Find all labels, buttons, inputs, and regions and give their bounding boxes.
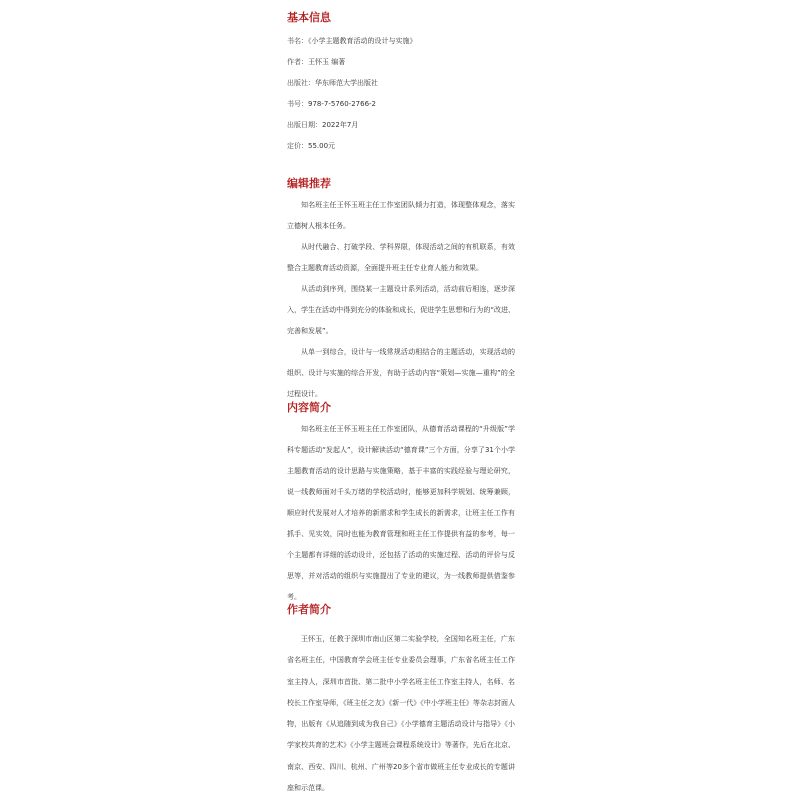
editor-recommendation-section <box>287 177 515 405</box>
content-intro-title: 内容简介 <box>287 401 331 414</box>
info-label: 书名： <box>287 37 308 45</box>
content-intro-paragraph: 知名班主任王怀玉班主任工作室团队，从德育活动课程的“升级版”学科专题活动“发起人”，设计解读活动“德育课”三个方面，分享了31个小学主题教育活动的设计思路与实施策略，基于丰富的实践经验与理论研究，说一线教师面对千头万绪的学校活动时，能够更加科学规划、统筹兼顾，顺应时代发展对人才培养的新需求和学生成长的新需求，让班主任工作有抓手、见实效，同时也能为教育管理和班主任工作提供有益的参考，每一个主题都有详细的活动设计，还包括了活动的实施过程、活动的评价与反思等，并对活动的组织与实施提出了专业的建议，为一线教师提供借鉴参考。 <box>287 425 515 601</box>
info-value: 2022年7月 <box>322 121 359 129</box>
info-label: 定价： <box>287 142 308 150</box>
info-value: 华东师范大学出版社 <box>315 79 378 87</box>
author-intro-title: 作者简介 <box>287 603 331 616</box>
info-label: 出版日期： <box>287 121 322 129</box>
recommendation-paragraph: 从活动到序列，围绕某一主题设计系列活动，活动前后相连，逐步深入，学生在活动中得到充分的体验和成长，促进学生思想和行为的“改进、完善和发展”。 <box>287 285 515 335</box>
editor-recommendation-title: 编辑推荐 <box>287 177 331 190</box>
info-value: 王怀玉 编著 <box>308 58 346 66</box>
content-intro-section <box>287 401 515 608</box>
info-row-publisher <box>287 79 515 88</box>
recommendation-paragraph: 知名班主任王怀玉班主任工作室团队倾力打造，体现整体观念，落实立德树人根本任务。 <box>287 201 515 230</box>
info-row-pub-date <box>287 121 515 130</box>
recommendation-paragraph: 从单一到综合，设计与一线常规活动相结合的主题活动，实现活动的组织、设计与实施的综合开发，有助于活动内容“策划—实施—重构”的全过程设计。 <box>287 348 515 398</box>
author-intro-section <box>287 603 515 799</box>
info-row-isbn <box>287 100 515 109</box>
info-row-author <box>287 58 515 67</box>
basic-info-section <box>287 11 515 151</box>
info-label: 书号： <box>287 100 308 108</box>
recommendation-paragraph: 从时代融合、打破学段、学科界限，体现活动之间的有机联系，有效整合主题教育活动资源，全面提升班主任专业育人能力和效果。 <box>287 243 515 272</box>
info-value: 978-7-5760-2766-2 <box>308 100 377 108</box>
info-value: 《小学主题教育活动的设计与实施》 <box>308 37 417 45</box>
basic-info-title: 基本信息 <box>287 11 331 24</box>
info-row-price <box>287 142 515 151</box>
info-label: 作者： <box>287 58 308 66</box>
info-row-book-name <box>287 37 515 46</box>
info-label: 出版社： <box>287 79 315 87</box>
info-value: 55.00元 <box>308 142 336 150</box>
author-intro-paragraph: 王怀玉，任教于深圳市南山区第二实验学校，全国知名班主任，广东省名班主任，中国教育学会班主任专业委员会理事，广东省名班主任工作室主持人，深圳市首批、第二批中小学名班主任工作室主持人，名师、名校长工作室导师，《班主任之友》《新一代》《中小学班主任》等杂志封面人物，出版有《从追随到成为我自己》《小学德育主题活动设计与指导》《小学家校共育的艺术》《小学主题班会课程系统设计》等著作，先后在北京、南京、西安、四川、杭州、广州等20多个省市做班主任专业成长的专题讲座和示范课。 <box>287 635 515 793</box>
